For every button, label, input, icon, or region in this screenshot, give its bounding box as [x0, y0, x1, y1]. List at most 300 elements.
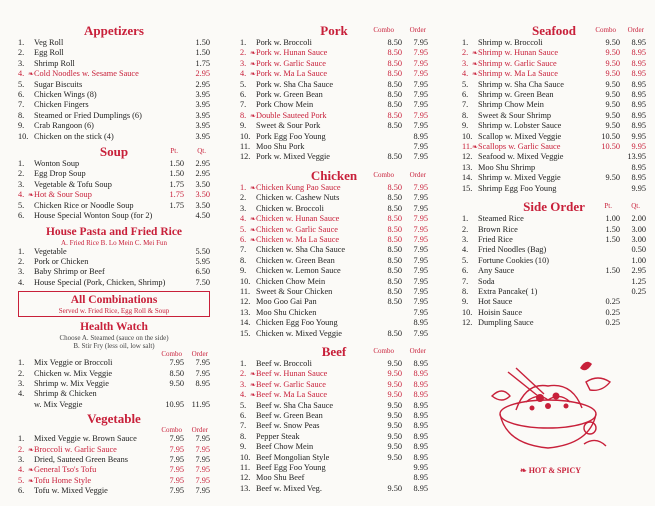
beef-header-combo: Combo [373, 346, 394, 355]
pepper-icon: ❧ [28, 191, 34, 200]
pepper-icon: ❧ [250, 111, 256, 120]
appetizers-item-number: 7. [18, 100, 25, 110]
appetizers-item [18, 121, 210, 131]
seafood-item-number: 3. [462, 58, 469, 68]
beef-item-price-1: 9.50 [387, 411, 402, 420]
pork-item-price-2: 7.95 [413, 79, 428, 89]
seafood-item [462, 173, 646, 183]
pork-item [240, 48, 428, 58]
pasta-subtitle: A. Fried Rice B. Lo Mein C. Mei Fun [61, 238, 167, 247]
chicken-item-price-2: 8.95 [413, 318, 428, 328]
chicken-item-number: 15. [240, 328, 251, 338]
side-item-price-1: 1.50 [605, 234, 620, 244]
seafood-item-price-1: 10.50 [601, 142, 620, 152]
seafood-item-name: Shrimp w. Mixed Veggie [478, 173, 561, 183]
chicken-item-number: 6. [240, 234, 247, 244]
side-item-number: 6. [462, 266, 469, 276]
appetizers-item [18, 100, 210, 110]
seafood-item-price-1: 9.50 [605, 58, 620, 68]
beef-item [240, 390, 428, 400]
chicken-item [240, 214, 428, 224]
pork-item [240, 132, 428, 142]
side-item-number: 12. [462, 318, 473, 328]
pork-item [240, 59, 428, 69]
seafood-item-price-1: 9.50 [605, 79, 620, 89]
appetizers-item-name: Steamed or Fried Dumplings (6) [34, 110, 142, 120]
beef-item-number: 7. [240, 421, 247, 431]
side-item [462, 235, 646, 245]
pepper-icon: ❧ [250, 70, 256, 79]
health-item-price-2: 7.95 [195, 368, 210, 378]
chicken-header-combo: Combo [373, 170, 394, 179]
beef-item-number: 8. [240, 431, 247, 441]
chicken-item-name: Sweet & Sour Chicken [256, 286, 333, 296]
chicken-item-price-1: 8.50 [387, 182, 402, 192]
beef-list [240, 359, 428, 494]
pork-item-price-1: 8.50 [387, 58, 402, 68]
appetizers-item-name: Sugar Biscuits [34, 79, 83, 89]
pork-item-price-2: 8.95 [413, 131, 428, 141]
vegetable-header-combo: Combo [161, 426, 182, 435]
side-item [462, 214, 646, 224]
beef-item-price-2: 8.95 [413, 421, 428, 431]
appetizers-item-number: 3. [18, 58, 25, 68]
pork-item-price-1: 8.50 [387, 100, 402, 110]
health-item-number: 1. [18, 358, 25, 368]
appetizers-item-name: Egg Roll [34, 48, 64, 58]
health-item-name: Shrimp & Chicken [34, 389, 97, 399]
appetizers-item-price: 1.50 [195, 38, 210, 47]
column-left [18, 22, 210, 497]
seafood-item-number: 9. [462, 121, 469, 131]
column-right [462, 22, 646, 329]
pork-item [240, 152, 428, 162]
seafood-item-price-2: 9.95 [631, 131, 646, 141]
chicken-item [240, 245, 428, 255]
chicken-item [240, 287, 428, 297]
beef-item-price-1: 9.50 [387, 483, 402, 493]
pepper-icon: ❧ [250, 59, 256, 68]
seafood-item-price-1: 9.50 [605, 121, 620, 131]
seafood-item-name: Moo Shu Shrimp [478, 162, 536, 172]
seafood-item [462, 184, 646, 194]
seafood-item-price-1 [590, 163, 620, 173]
side-item-price-1: 0.25 [605, 318, 620, 328]
pork-item-number: 9. [240, 121, 247, 131]
side-item-price-1 [590, 277, 620, 287]
pork-item [240, 38, 428, 48]
seafood-item-name: Scallop w. Mixed Veggie [478, 131, 562, 141]
appetizers-item-price: 3.95 [195, 90, 210, 100]
side-item-name: Fried Rice [478, 234, 513, 244]
beef-item [240, 463, 428, 473]
seafood-list [462, 38, 646, 194]
vegetable-item-price-2: 7.95 [195, 486, 210, 496]
vegetable-item-price-2: 7.95 [195, 444, 210, 454]
pork-item-price-1: 8.50 [387, 38, 402, 47]
pork-item-name: Sweet & Sour Pork [256, 121, 321, 131]
pork-item-price-1 [372, 142, 402, 152]
pasta-item [18, 278, 210, 288]
vegetable-item-name: General Tso's Tofu [34, 465, 97, 475]
pork-item-name: Pork Egg Foo Young [256, 131, 326, 141]
chicken-item-name: Chicken w. Broccoli [256, 203, 324, 213]
beef-item-name: Beef w. Green Bean [256, 411, 323, 420]
seafood-item-name: Shrimp w. Broccoli [478, 38, 543, 47]
seafood-item-name: Shrimp w. Lobster Sauce [478, 121, 562, 131]
side-item-number: 7. [462, 276, 469, 286]
health-item-price-1 [154, 389, 184, 399]
vegetable-headers [18, 426, 210, 434]
pork-item-number: 8. [240, 110, 247, 120]
side-item-price-2 [620, 308, 646, 318]
seafood-item [462, 142, 646, 152]
combinations-subtitle: Served w. Fried Rice, Egg Roll & Soup [58, 307, 170, 316]
side-item [462, 318, 646, 328]
pasta-item-number: 2. [18, 256, 25, 266]
beef-item-price-2: 8.95 [413, 390, 428, 400]
pork-item [240, 111, 428, 121]
health-item-number: 2. [18, 368, 25, 378]
pepper-icon: ❧ [250, 235, 256, 244]
health-item-price-1: 8.50 [169, 368, 184, 378]
pepper-icon: ❧ [28, 476, 34, 485]
seafood-item-number: 8. [462, 110, 469, 120]
seafood-item-price-2: 9.95 [631, 183, 646, 193]
seafood-item-number: 5. [462, 79, 469, 89]
vegetable-item-name: Broccoli w. Garlic Sauce [34, 444, 117, 454]
health-title: Health Watch [80, 321, 148, 334]
pork-item [240, 80, 428, 90]
beef-item-price-2: 8.95 [413, 483, 428, 493]
beef-item-name: Pepper Steak [256, 431, 300, 441]
pork-item-price-2: 7.95 [413, 152, 428, 162]
hot-spicy-legend [520, 466, 581, 475]
seafood-item-price-2: 13.95 [627, 152, 646, 162]
beef-item-number: 9. [240, 442, 247, 452]
beef-item-price-2: 8.95 [413, 452, 428, 462]
pork-item-name: Pork w. Hunan Sauce [256, 48, 328, 58]
appetizers-item-price: 3.95 [195, 121, 210, 131]
health-item [18, 358, 210, 368]
beef-item-number: 11. [240, 463, 251, 473]
side-item-price-1: 0.25 [605, 297, 620, 307]
chicken-item-price-2: 7.95 [413, 224, 428, 234]
beef-item-price-2: 8.95 [413, 442, 428, 452]
seafood-item-price-2: 8.95 [631, 38, 646, 47]
appetizers-item-price: 3.95 [195, 131, 210, 141]
seafood-item-price-1: 10.50 [601, 131, 620, 141]
chicken-item-number: 11. [240, 286, 251, 296]
pork-item-price-2: 7.95 [413, 58, 428, 68]
vegetable-item [18, 455, 210, 465]
chicken-item-price-1: 8.50 [387, 266, 402, 276]
soup-title: Soup [99, 144, 129, 160]
seafood-item-number: 12. [462, 152, 473, 162]
vegetable-item [18, 465, 210, 475]
vegetable-item-number: 2. [18, 444, 25, 454]
pork-item-name: Pork w. Ma La Sauce [256, 69, 328, 79]
vegetable-item-price-2: 7.95 [195, 465, 210, 475]
health-item-price-1: 10.95 [165, 399, 184, 409]
seafood-item-price-1: 9.50 [605, 173, 620, 183]
seafood-header-order: Order [627, 26, 644, 34]
side-item-price-2: 2.95 [631, 266, 646, 276]
soup-item-name: Hot & Sour Soup [34, 190, 92, 200]
health-item-number: 4. [18, 389, 25, 399]
appetizers-item-name: Shrimp Roll [34, 58, 75, 68]
side-item [462, 277, 646, 287]
soup-item [18, 190, 210, 200]
chicken-item-number: 13. [240, 307, 251, 317]
beef-item-name: Beef Egg Foo Young [256, 463, 326, 473]
side-item-number: 3. [462, 234, 469, 244]
pork-item-price-1: 8.50 [387, 121, 402, 131]
seafood-item [462, 90, 646, 100]
chicken-item [240, 318, 428, 328]
chicken-item-price-2: 7.95 [413, 276, 428, 286]
chicken-item-price-2: 7.95 [413, 255, 428, 265]
chicken-item-name: Chicken Egg Foo Young [256, 318, 338, 328]
soup-item-price-1: 1.75 [169, 179, 184, 189]
chicken-item [240, 329, 428, 339]
vegetable-item [18, 445, 210, 455]
beef-item [240, 484, 428, 494]
seafood-item-name: Shrimp Egg Foo Young [478, 183, 557, 193]
beef-item-price-1 [372, 463, 402, 473]
pork-item-number: 6. [240, 90, 247, 100]
appetizers-item-price: 1.50 [195, 48, 210, 58]
side-item-name: Hot Sauce [478, 297, 513, 307]
seafood-item-number: 14. [462, 173, 473, 183]
chicken-item-number: 1. [240, 182, 247, 192]
side-item-name: Fortune Cookies (10) [478, 255, 549, 265]
chicken-item-price-1: 8.50 [387, 328, 402, 338]
vegetable-item-number: 4. [18, 465, 25, 475]
beef-item-price-1: 9.50 [387, 369, 402, 379]
soup-item [18, 211, 210, 221]
seafood-item-number: 1. [462, 38, 469, 47]
beef-item-number: 3. [240, 379, 247, 389]
pork-item-price-2: 7.95 [413, 90, 428, 100]
seafood-item-number: 11. [462, 142, 473, 152]
health-item-name: Chicken w. Mix Veggie [34, 368, 113, 378]
appetizers-item-number: 2. [18, 48, 25, 58]
appetizers-item-number: 5. [18, 79, 25, 89]
side-item-price-1: 0.25 [605, 307, 620, 317]
soup-item-number: 2. [18, 169, 25, 179]
beef-item-name: Beef w. Ma La Sauce [256, 390, 328, 400]
pork-item-price-2: 7.95 [413, 121, 428, 131]
pasta-list [18, 247, 210, 289]
chicken-item-number: 3. [240, 203, 247, 213]
appetizers-item-price: 2.95 [195, 79, 210, 89]
side-item-name: Steamed Rice [478, 214, 524, 224]
health-subtitle-b: B. Stir Fry (less oil, low salt) [73, 342, 155, 351]
appetizers-item [18, 132, 210, 142]
soup-item-name: Chicken Rice or Noodle Soup [34, 200, 134, 210]
pork-item-number: 7. [240, 100, 247, 110]
health-item-number: 3. [18, 378, 25, 388]
side-item-name: Brown Rice [478, 224, 518, 234]
chicken-item-price-1 [372, 318, 402, 328]
chicken-item-price-1: 8.50 [387, 214, 402, 224]
side-item-name: Soda [478, 276, 495, 286]
chicken-item-name: Chicken w. Lemon Sauce [256, 266, 341, 276]
pepper-icon: ❧ [520, 466, 527, 475]
chicken-item-price-2: 7.95 [413, 203, 428, 213]
vegetable-item [18, 486, 210, 496]
side-item [462, 266, 646, 276]
appetizers-item [18, 59, 210, 69]
pork-item-price-2: 7.95 [413, 142, 428, 152]
appetizers-item [18, 90, 210, 100]
soup-item-price-2: 2.95 [195, 159, 210, 169]
health-headers [18, 350, 210, 358]
pasta-item-price: 7.50 [195, 277, 210, 287]
seafood-item-name: Sweet & Sour Shrimp [478, 110, 552, 120]
health-header-order: Order [191, 350, 208, 359]
pork-item-number: 3. [240, 58, 247, 68]
pork-item-price-1 [372, 132, 402, 142]
soup-item-number: 4. [18, 190, 25, 200]
vegetable-item-number: 6. [18, 486, 25, 496]
vegetable-item-name: Dried, Sauteed Green Beans [34, 454, 128, 464]
seafood-item [462, 100, 646, 110]
chicken-item-price-2: 7.95 [413, 214, 428, 224]
side-item-price-2: 0.50 [631, 245, 646, 255]
pasta-item-name: Pork or Chicken [34, 256, 89, 266]
chicken-item [240, 308, 428, 318]
beef-item-price-1: 9.50 [387, 400, 402, 410]
seafood-item-number: 13. [462, 162, 473, 172]
chicken-item-name: Chicken w. Cashew Nuts [256, 193, 340, 203]
seafood-item-price-2: 8.95 [631, 48, 646, 58]
seafood-item-number: 2. [462, 48, 469, 58]
vegetable-item-number: 3. [18, 454, 25, 464]
health-item-price-2: 11.95 [191, 399, 210, 409]
beef-item-name: Beef w. Garlic Sauce [256, 379, 326, 389]
pork-item-name: Pork w. Garlic Sauce [256, 58, 326, 68]
seafood-item-name: Shrimp w. Green Bean [478, 90, 554, 100]
seafood-item [462, 132, 646, 142]
chicken-item-number: 12. [240, 297, 251, 307]
pork-item-name: Pork w. Broccoli [256, 38, 312, 47]
pasta-item-price: 6.50 [195, 267, 210, 277]
beef-item [240, 380, 428, 390]
chicken-item-name: Chicken w. Mixed Veggie [256, 328, 342, 338]
beef-item-number: 6. [240, 411, 247, 420]
chicken-item-price-1: 8.50 [387, 203, 402, 213]
vegetable-item-name: Tofu Home Style [34, 475, 92, 485]
chicken-item [240, 277, 428, 287]
seafood-item-price-1: 9.50 [605, 110, 620, 120]
side-item-name: Dumpling Sauce [478, 318, 534, 328]
pasta-title: House Pasta and Fried Rice [45, 225, 183, 238]
appetizers-item-number: 8. [18, 110, 25, 120]
chicken-item-price-1: 8.50 [387, 297, 402, 307]
beef-item [240, 442, 428, 452]
chicken-item [240, 266, 428, 276]
beef-item-price-1: 9.50 [387, 452, 402, 462]
combinations-title: All Combinations [70, 294, 158, 307]
health-item [18, 379, 210, 389]
pasta-item-price: 5.50 [195, 246, 210, 256]
chicken-item-number: 2. [240, 193, 247, 203]
appetizers-item-number: 4. [18, 69, 25, 79]
chicken-item-name: Chicken w. Garlic Sauce [256, 224, 338, 234]
seafood-item-number: 10. [462, 131, 473, 141]
health-item-price-2: 8.95 [195, 378, 210, 388]
pepper-icon: ❧ [250, 215, 256, 224]
beef-item [240, 411, 428, 421]
appetizers-item-price: 3.95 [195, 110, 210, 120]
pork-item-price-1: 8.50 [387, 69, 402, 79]
chicken-item-price-1: 8.50 [387, 255, 402, 265]
seafood-title: Seafood [531, 23, 577, 38]
health-item-price-2: 7.95 [195, 358, 210, 368]
vegetable-item [18, 434, 210, 444]
chicken-item-price-2: 7.95 [413, 193, 428, 203]
soup-item-price-1: 1.75 [169, 200, 184, 210]
seafood-item-price-1: 9.50 [605, 38, 620, 47]
side-item-name: Fried Noodles (Bag) [478, 245, 547, 255]
chicken-item-price-2: 7.95 [413, 307, 428, 317]
pork-item-number: 1. [240, 38, 247, 47]
side-item-number: 4. [462, 245, 469, 255]
health-item-number [18, 400, 34, 410]
soup-item [18, 169, 210, 179]
soup-item [18, 159, 210, 169]
chicken-item-name: Chicken w. Hunan Sauce [256, 214, 340, 224]
pork-item-price-2: 7.95 [413, 100, 428, 110]
chicken-item-number: 14. [240, 318, 251, 328]
seafood-item-price-2: 8.95 [631, 79, 646, 89]
soup-item-name: Egg Drop Soup [34, 169, 86, 179]
pork-item-price-1: 8.50 [387, 79, 402, 89]
appetizers-item [18, 48, 210, 58]
seafood-item-number: 15. [462, 183, 473, 193]
pork-list [240, 38, 428, 163]
pepper-icon: ❧ [250, 183, 256, 192]
pepper-icon: ❧ [250, 391, 256, 400]
pepper-icon: ❧ [250, 380, 256, 389]
combinations-box [18, 291, 210, 317]
seafood-item-price-1: 9.50 [605, 100, 620, 110]
seafood-item-price-1: 9.50 [605, 69, 620, 79]
seafood-item-number: 7. [462, 100, 469, 110]
appetizers-item-name: Chicken Fingers [34, 100, 89, 110]
side-item-price-2 [620, 297, 646, 307]
side-item [462, 308, 646, 318]
side-item [462, 287, 646, 297]
beef-item-price-1: 9.50 [387, 431, 402, 441]
chicken-list [240, 183, 428, 339]
appetizers-item-number: 6. [18, 90, 25, 100]
appetizers-item-name: Crab Rangoon (6) [34, 121, 94, 131]
soup-header-qt: Qt. [197, 147, 206, 156]
chicken-item-name: Chicken w. Sha Cha Sauce [256, 245, 346, 255]
vegetable-item-price-1: 7.95 [169, 475, 184, 485]
beef-item-name: Beef w. Snow Peas [256, 421, 320, 431]
chicken-item-price-1: 8.50 [387, 193, 402, 203]
appetizers-item-price: 3.95 [195, 100, 210, 110]
food-illustration [486, 352, 616, 457]
chicken-item [240, 225, 428, 235]
beef-item-name: Beef w. Broccoli [256, 358, 312, 368]
pork-item [240, 90, 428, 100]
pork-header-order: Order [409, 26, 426, 34]
